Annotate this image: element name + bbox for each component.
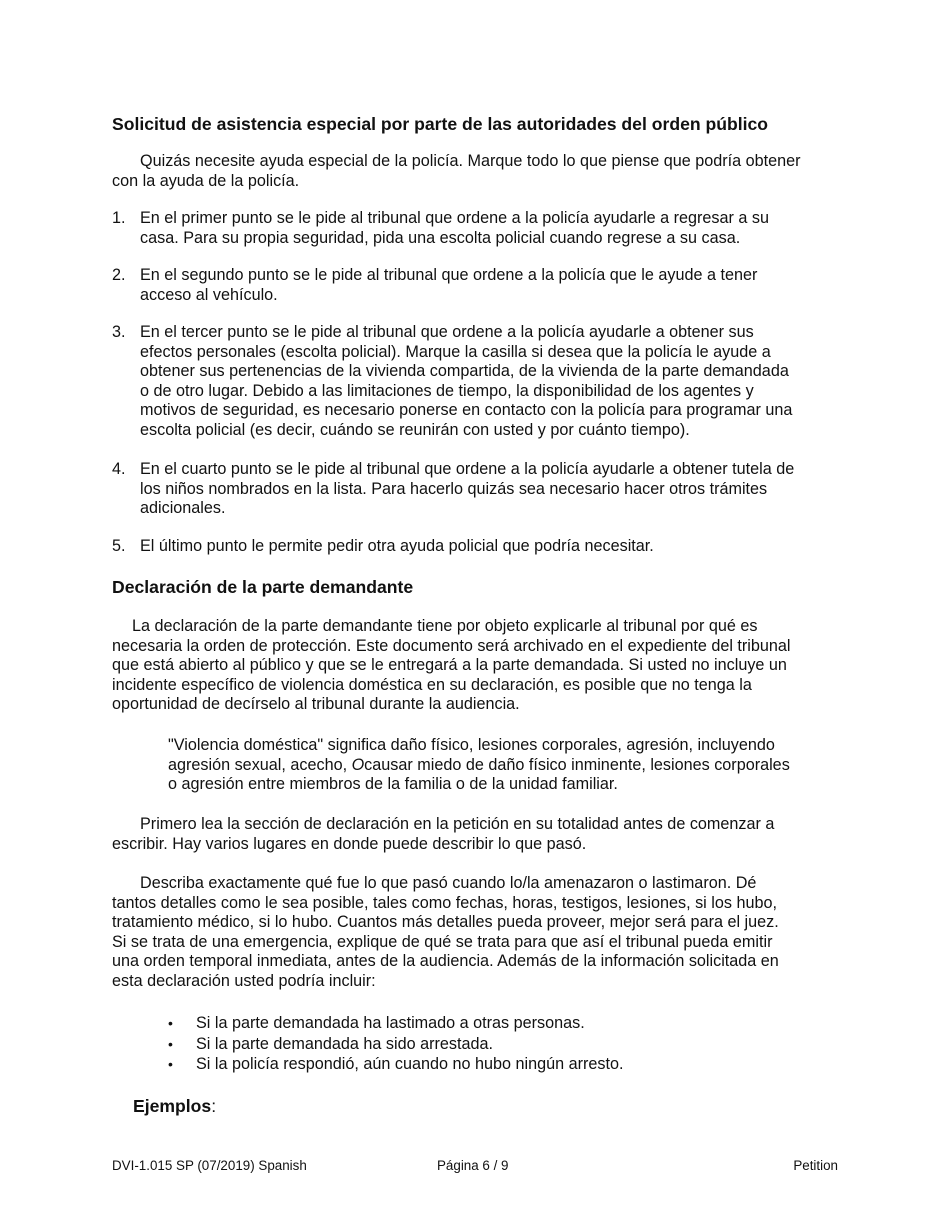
intro-paragraph	[112, 152, 842, 191]
quote-line: "Violencia doméstica" significa daño físico, lesiones corporales, agresión, incluyendo	[168, 736, 775, 754]
paragraph-line: incidente específico de violencia doméstica en su declaración, es posible que no tenga la	[112, 675, 752, 694]
examples-label: Ejemplos	[133, 1096, 212, 1116]
instruction-paragraph	[112, 815, 842, 854]
list-line: motivos de seguridad, es necesario ponerse en contacto con la policía para programar una	[140, 401, 793, 420]
section-title-police-assistance: Solicitud de asistencia especial por parte de las autoridades del orden público	[112, 114, 769, 134]
paragraph-line: Primero lea la sección de declaración en la petición en su totalidad antes de comenzar a	[140, 815, 775, 833]
list-line: los niños nombrados en la lista. Para hacerlo quizás sea necesario hacer otros trámites	[140, 479, 768, 498]
intro-line: Quizás necesite ayuda especial de la policía. Marque todo lo que piense que podría obtener	[140, 152, 801, 170]
list-line: En el primer punto se le pide al tribunal que ordene a la policía ayudarle a regresar a su	[140, 209, 769, 227]
paragraph-line: que está abierto al público y que se le entregará a la parte demandada. Si usted no incluye un	[112, 656, 787, 675]
list-line: obtener sus pertenencias de la vivienda compartida, de la vivienda de la parte demandada	[140, 362, 789, 381]
bullet-icon: •	[168, 1035, 173, 1052]
list-line: En el cuarto punto se le pide al tribunal que ordene a la policía ayudarle a obtener tutela de	[140, 460, 795, 478]
footer-doc-type: Petition	[793, 1158, 838, 1173]
list-line: El último punto le permite pedir otra ayuda policial que podría necesitar.	[140, 537, 654, 555]
paragraph-line: una orden temporal inmediata, antes de la audiencia. Además de la información solicitada en	[112, 952, 779, 971]
list-line: efectos personales (escolta policial). Marque la casilla si desea que la policía le ayude a	[140, 342, 771, 361]
quote-italic-text: O	[351, 755, 365, 774]
section-title-petitioner-statement: Declaración de la parte demandante	[112, 577, 414, 597]
bullet-text: Si la parte demandada ha sido arrestada.	[196, 1034, 493, 1053]
footer-page-number: Página 6 / 9	[437, 1158, 509, 1173]
bullet-item	[168, 1055, 828, 1076]
intro-line: con la ayuda de la policía.	[112, 171, 300, 190]
list-line: adicionales.	[140, 499, 226, 518]
quote-text: agresión sexual, acecho,	[168, 755, 352, 774]
list-line: En el tercer punto se le pide al tribunal que ordene a la policía ayudarle a obtener sus	[140, 323, 754, 341]
bullet-text: Si la policía respondió, aún cuando no hubo ningún arresto.	[196, 1055, 624, 1073]
bullet-icon: •	[168, 1015, 173, 1031]
quote-text: causar miedo de daño físico inminente, lesiones corporales	[364, 755, 790, 774]
list-number: 2.	[112, 266, 126, 284]
footer-form-id: DVI-1.015 SP (07/2019) Spanish	[112, 1158, 307, 1173]
list-number: 4.	[112, 460, 126, 478]
paragraph-line: Describa exactamente qué fue lo que pasó cuando lo/la amenazaron o lastimaron. Dé	[140, 874, 757, 892]
bullet-list	[168, 1014, 828, 1076]
bullet-icon: •	[168, 1056, 173, 1072]
statement-paragraph	[112, 617, 842, 715]
list-line: o de otro lugar. Debido a las limitaciones de tiempo, la disponibilidad de los agentes y	[140, 381, 754, 400]
examples-colon: :	[211, 1096, 217, 1116]
list-number: 1.	[112, 209, 126, 227]
definition-quote	[168, 736, 836, 795]
list-line: acceso al vehículo.	[140, 285, 278, 304]
paragraph-line: esta declaración usted podría incluir:	[112, 971, 376, 990]
list-number: 3.	[112, 323, 126, 341]
bullet-item	[168, 1014, 828, 1035]
paragraph-line: Si se trata de una emergencia, explique de qué se trata para que así el tribunal pueda emitir	[112, 932, 773, 951]
paragraph-line: La declaración de la parte demandante tiene por objeto explicarle al tribunal por qué es	[132, 617, 758, 635]
list-number: 5.	[112, 537, 126, 555]
list-line: En el segundo punto se le pide al tribunal que ordene a la policía que le ayude a tener	[140, 266, 758, 284]
paragraph-line: tantos detalles como le sea posible, tales como fechas, horas, testigos, lesiones, si los hubo,	[112, 893, 777, 912]
paragraph-line: necesaria la orden de protección. Este documento será archivado en el expediente del tribunal	[112, 636, 791, 655]
bullet-item	[168, 1035, 828, 1056]
list-line: casa. Para su propia seguridad, pida una escolta policial cuando regrese a su casa.	[140, 228, 741, 247]
details-paragraph	[112, 874, 842, 992]
paragraph-line: escribir. Hay varios lugares en donde puede describir lo que pasó.	[112, 834, 587, 853]
quote-line	[168, 756, 836, 776]
bullet-text: Si la parte demandada ha lastimado a otras personas.	[196, 1014, 585, 1032]
examples-heading	[133, 1095, 216, 1117]
paragraph-line: tratamiento médico, si lo hubo. Cuantos más detalles pueda proveer, mejor será para el juez.	[112, 913, 779, 932]
paragraph-line: oportunidad de decírselo al tribunal durante la audiencia.	[112, 695, 520, 714]
quote-line: o agresión entre miembros de la familia o de la unidad familiar.	[168, 775, 618, 794]
list-line: escolta policial (es decir, cuándo se reunirán con usted y por cuánto tiempo).	[140, 420, 690, 439]
